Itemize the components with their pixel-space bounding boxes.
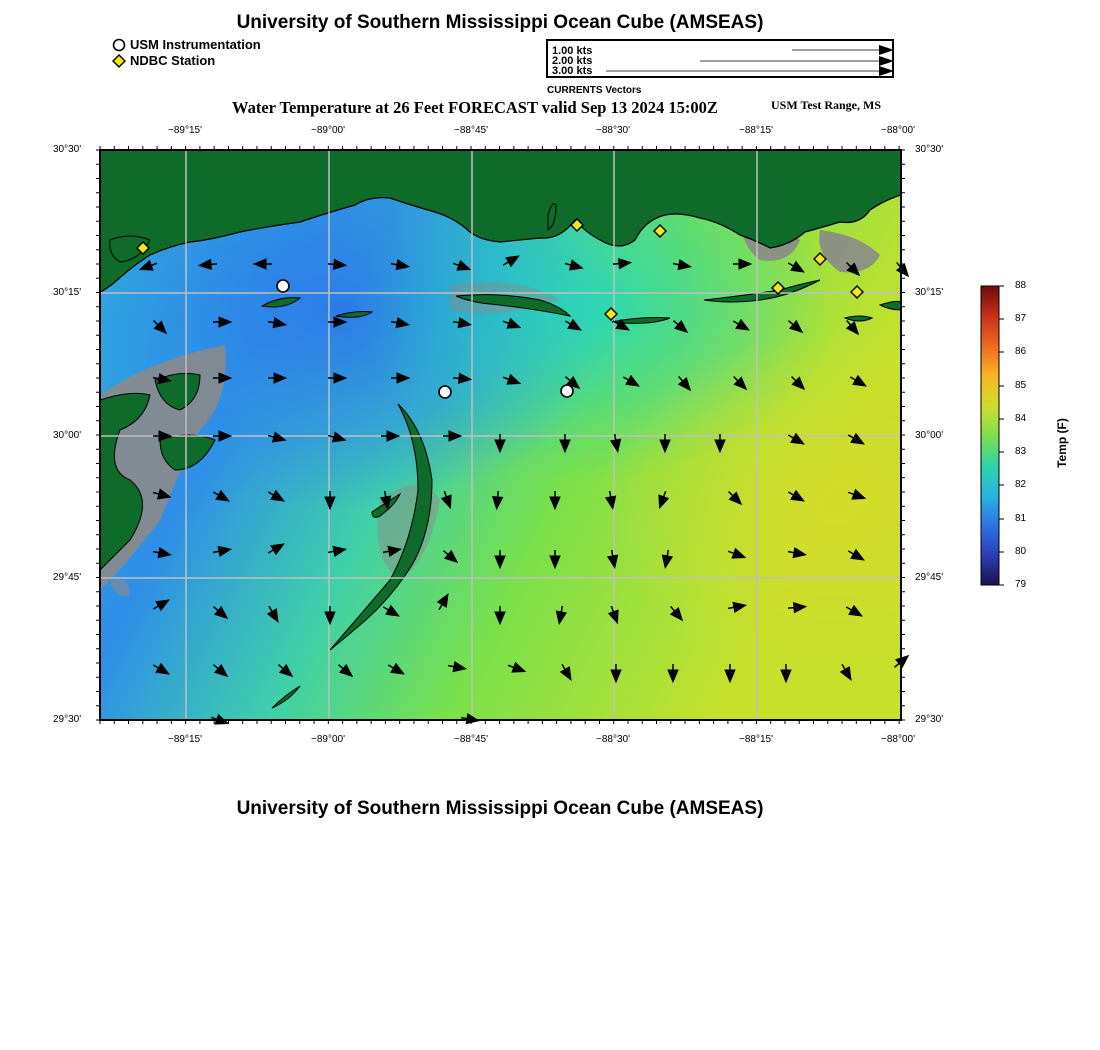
usm-instrument-marker bbox=[561, 385, 573, 397]
lon-tick-bottom: −88°30' bbox=[596, 734, 630, 745]
lon-tick-top: −89°00' bbox=[311, 125, 345, 136]
vector-key-label-2: 2.00 kts bbox=[552, 55, 593, 67]
colorbar-label: 80 bbox=[1015, 546, 1027, 557]
colorbar bbox=[981, 286, 999, 585]
lon-tick-bottom: −88°15' bbox=[739, 734, 773, 745]
lat-tick-left: 29°30' bbox=[53, 714, 82, 725]
vector-key-label-1: 1.00 kts bbox=[552, 45, 593, 57]
footer-title: University of Southern Mississippi Ocean Cube (AMSEAS) bbox=[236, 798, 764, 819]
colorbar-label: 79 bbox=[1015, 579, 1027, 590]
lon-tick-top: −88°45' bbox=[454, 125, 488, 136]
colorbar-label: 85 bbox=[1015, 380, 1027, 391]
colorbar-label: 88 bbox=[1015, 280, 1027, 291]
colorbar-ticks bbox=[999, 286, 1004, 585]
lat-tick-right: 30°15' bbox=[915, 287, 944, 298]
lat-tick-right: 30°00' bbox=[915, 430, 944, 441]
lon-tick-bottom: −88°00' bbox=[881, 734, 915, 745]
page-title: University of Southern Mississippi Ocean Cube (AMSEAS) bbox=[236, 12, 764, 33]
lon-tick-top: −89°15' bbox=[168, 125, 202, 136]
lat-tick-right: 30°30' bbox=[915, 144, 944, 155]
lat-tick-right: 29°45' bbox=[915, 572, 944, 583]
lon-tick-top: −88°00' bbox=[881, 125, 915, 136]
map-subtitle-note: USM Test Range, MS bbox=[771, 98, 882, 112]
legend-ndbc-label: NDBC Station bbox=[130, 53, 216, 68]
colorbar-title: Temp (F) bbox=[1055, 418, 1069, 468]
lon-tick-bottom: −88°45' bbox=[454, 734, 488, 745]
colorbar-label: 81 bbox=[1015, 513, 1027, 524]
colorbar-label: 83 bbox=[1015, 446, 1027, 457]
lon-tick-bottom: −89°00' bbox=[311, 734, 345, 745]
lat-tick-left: 30°00' bbox=[53, 430, 82, 441]
lat-tick-left: 30°15' bbox=[53, 287, 82, 298]
vector-key-caption: CURRENTS Vectors bbox=[547, 85, 642, 96]
legend-instrumentation-label: USM Instrumentation bbox=[130, 37, 261, 52]
vector-key-label-3: 3.00 kts bbox=[552, 65, 593, 77]
usm-instrument-marker bbox=[277, 280, 289, 292]
lat-tick-left: 29°45' bbox=[53, 572, 82, 583]
lon-tick-top: −88°15' bbox=[739, 125, 773, 136]
lat-tick-right: 29°30' bbox=[915, 714, 944, 725]
colorbar-label: 82 bbox=[1015, 479, 1027, 490]
usm-instrument-marker bbox=[439, 386, 451, 398]
lon-tick-top: −88°30' bbox=[596, 125, 630, 136]
colorbar-label: 87 bbox=[1015, 313, 1027, 324]
map-subtitle: Water Temperature at 26 Feet FORECAST valid Sep 13 2024 15:00Z bbox=[232, 98, 718, 117]
colorbar-label: 86 bbox=[1015, 346, 1027, 357]
lat-tick-left: 30°30' bbox=[53, 144, 82, 155]
colorbar-label: 84 bbox=[1015, 413, 1027, 424]
lon-tick-bottom: −89°15' bbox=[168, 734, 202, 745]
